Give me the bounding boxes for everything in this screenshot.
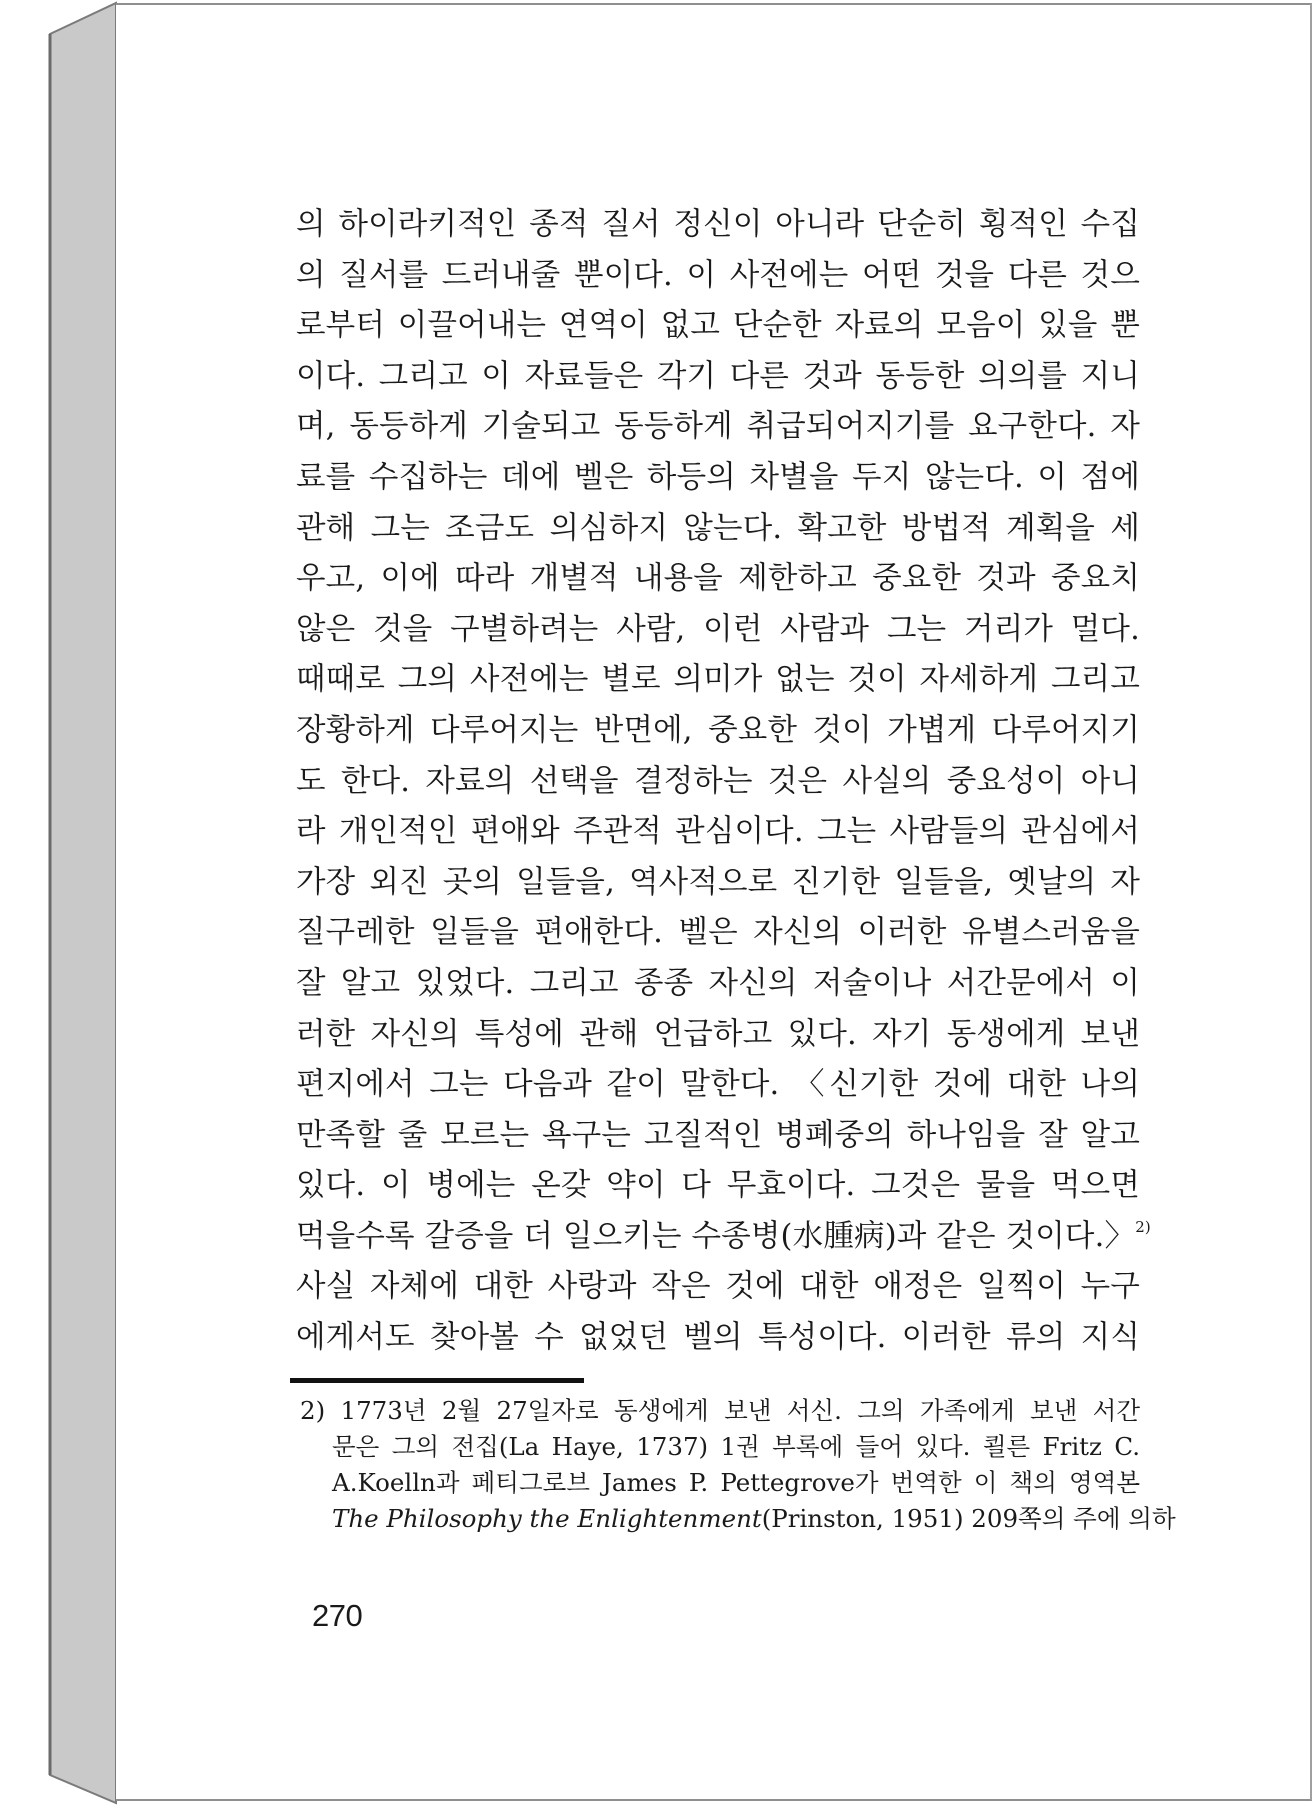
body-line: 편지에서 그는 다음과 같이 말한다. 〈신기한 것에 대한 나의 — [296, 1067, 1140, 1103]
body-line-with-footnote-ref — [296, 1212, 1151, 1263]
book-spine-side — [50, 3, 116, 1803]
footnote-line: A.Koelln과 페티그로브 James P. Pettegrove가 번역한 이 책의 영역본 — [332, 1468, 1140, 1497]
body-line: 이다. 그리고 이 자료들은 각기 다른 것과 동등한 의의를 지니 — [296, 358, 1140, 394]
body-line: 가장 외진 곳의 일들을, 역사적으로 진기한 일들을, 옛날의 자 — [296, 864, 1140, 900]
body-line: 있다. 이 병에는 온갖 약이 다 무효이다. 그것은 물을 먹으면 — [296, 1168, 1140, 1204]
body-line: 질구레한 일들을 편애한다. 벨은 자신의 이러한 유별스러움을 — [296, 915, 1140, 951]
body-line: 잘 알고 있었다. 그리고 종종 자신의 저술이나 서간문에서 이 — [296, 965, 1140, 1001]
body-line: 사실 자체에 대한 사랑과 작은 것에 대한 애정은 일찍이 누구 — [296, 1269, 1140, 1305]
body-line: 의 하이라키적인 종적 질서 정신이 아니라 단순히 횡적인 수집 — [296, 207, 1140, 242]
body-line: 러한 자신의 특성에 관해 언급하고 있다. 자기 동생에게 보낸 — [296, 1016, 1140, 1052]
footnote-line-with-title — [300, 1501, 1176, 1537]
body-line: 의 질서를 드러내줄 뿐이다. 이 사전에는 어떤 것을 다른 것으 — [296, 257, 1140, 293]
body-line: 에게서도 찾아볼 수 없었던 벨의 특성이다. 이러한 류의 지식 — [296, 1320, 1140, 1356]
page-number: 270 — [312, 1598, 363, 1633]
body-line: 때때로 그의 사전에는 별로 의미가 없는 것이 자세하게 그리고 — [296, 662, 1140, 698]
body-text — [296, 200, 1151, 1364]
footnote-divider — [290, 1378, 584, 1383]
body-line: 않은 것을 구별하려는 사람, 이런 사람과 그는 거리가 멀다. — [296, 611, 1140, 647]
body-line: 라 개인적인 편애와 주관적 관심이다. 그는 사람들의 관심에서 — [296, 814, 1140, 850]
footnote-line: 문은 그의 전집(La Haye, 1737) 1권 부록에 들어 있다. 쾰른 Fritz C. — [332, 1432, 1140, 1461]
body-line: 며, 동등하게 기술되고 동등하게 취급되어지기를 요구한다. 자 — [296, 409, 1140, 445]
body-line: 만족할 줄 모르는 욕구는 고질적인 병폐중의 하나임을 잘 알고 — [296, 1117, 1140, 1153]
footnote-line: 2) 1773년 2월 27일자로 동생에게 보낸 서신. 그의 가족에게 보낸 서간 — [300, 1396, 1140, 1425]
footnote-block — [300, 1393, 1176, 1537]
body-line: 우고, 이에 따라 개별적 내용을 제한하고 중요한 것과 중요치 — [296, 561, 1140, 597]
footnote-book-title: The Philosophy the Enlightenment — [332, 1504, 762, 1533]
body-line: 료를 수집하는 데에 벨은 하등의 차별을 두지 않는다. 이 점에 — [296, 459, 1140, 495]
body-line-text: 먹을수록 갈증을 더 일으키는 수종병(水腫病)과 같은 것이다.〉 — [296, 1218, 1136, 1254]
body-line: 장황하게 다루어지는 반면에, 중요한 것이 가볍게 다루어지기 — [296, 712, 1140, 748]
body-line: 도 한다. 자료의 선택을 결정하는 것은 사실의 중요성이 아니 — [296, 763, 1140, 799]
footnote-reference: 2) — [1135, 1217, 1151, 1236]
body-line: 관해 그는 조금도 의심하지 않는다. 확고한 방법적 계획을 세 — [296, 510, 1140, 546]
footnote-line-text: (Prinston, 1951) 209쪽의 주에 의하 — [761, 1504, 1176, 1533]
body-line: 로부터 이끌어내는 연역이 없고 단순한 자료의 모음이 있을 뿐 — [296, 308, 1140, 344]
